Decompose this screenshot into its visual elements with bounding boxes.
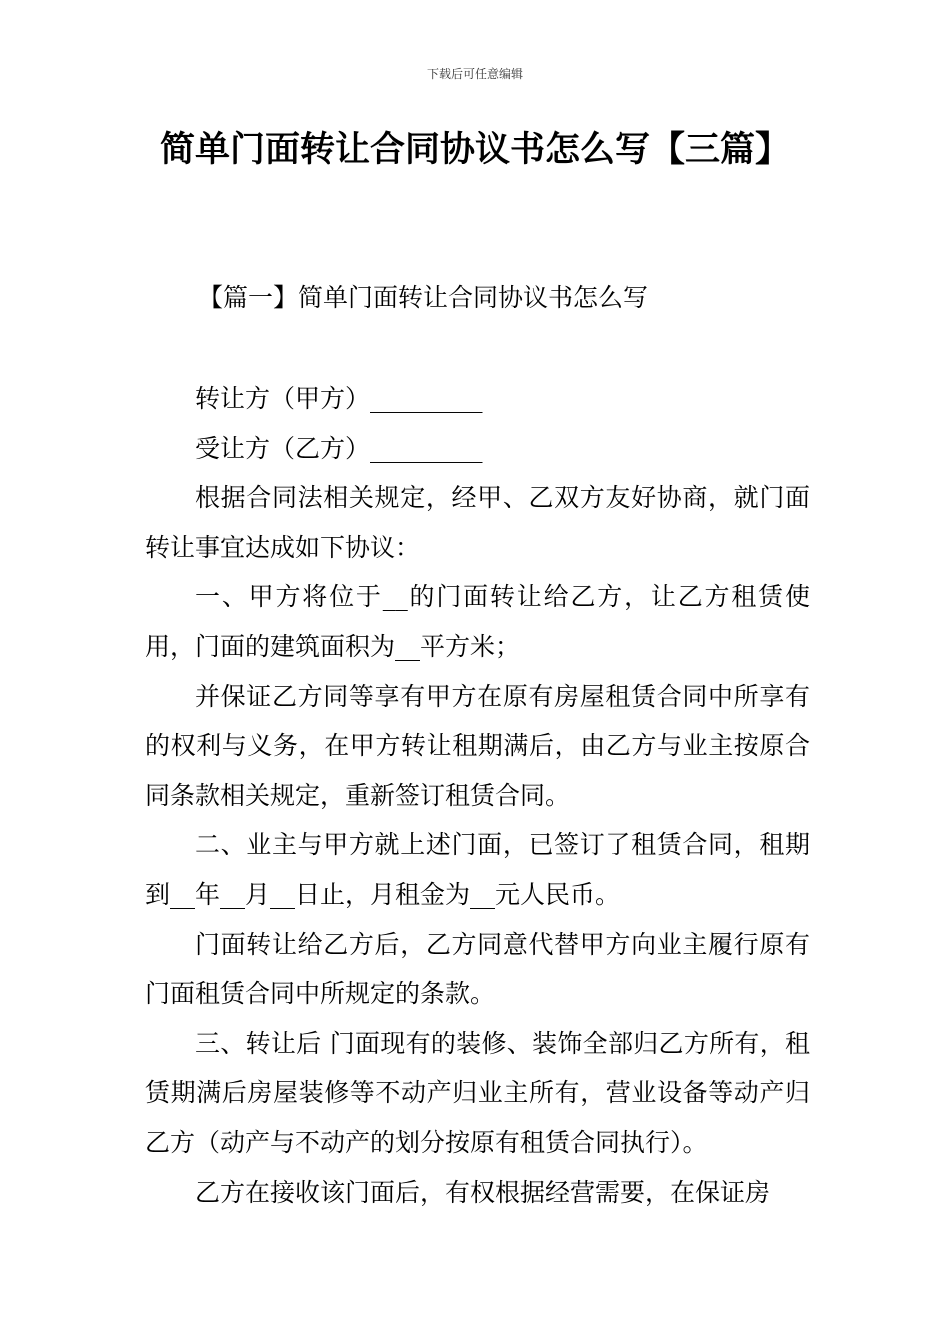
- document-body: [145, 374, 810, 1217]
- paragraph-clause-3-detail: 乙方在接收该门面后，有权根据经营需要，在保证房: [195, 1177, 771, 1207]
- paragraph-preamble: 根据合同法相关规定，经甲、乙双方友好协商，就门面转让事宜达成如下协议：: [145, 483, 810, 562]
- paragraph-clause-2: 二、业主与甲方就上述门面，已签订了租赁合同，租期到__年__月__日止，月租金为__元人民币。: [145, 830, 810, 909]
- paragraph-clause-2-detail: 门面转让给乙方后，乙方同意代替甲方向业主履行原有门面租赁合同中所规定的条款。: [145, 929, 810, 1009]
- section-heading: 【篇一】简单门面转让合同协议书怎么写: [198, 283, 649, 312]
- transferee-line: 受让方（乙方）_________: [195, 433, 483, 463]
- paragraph-clause-1-detail: 并保证乙方同等享有甲方在原有房屋租赁合同中所享有的权利与义务，在甲方转让租期满后，由乙方与业主按原合同条款相关规定，重新签订租赁合同。: [145, 681, 810, 810]
- transferor-line: 转让方（甲方）_________: [195, 384, 483, 413]
- paragraph-clause-3: 三、转让后 门面现有的装修、装饰全部归乙方所有，租赁期满后房屋装修等不动产归业主所有，营业设备等动产归乙方（动产与不动产的划分按原有租赁合同执行）。: [145, 1028, 810, 1157]
- page-header-note: 下载后可任意编辑: [426, 67, 523, 81]
- paragraph-clause-1: 一、甲方将位于__的门面转让给乙方，让乙方租赁使用，门面的建筑面积为__平方米；: [145, 582, 810, 661]
- document-title: 简单门面转让合同协议书怎么写【三篇】: [159, 130, 790, 170]
